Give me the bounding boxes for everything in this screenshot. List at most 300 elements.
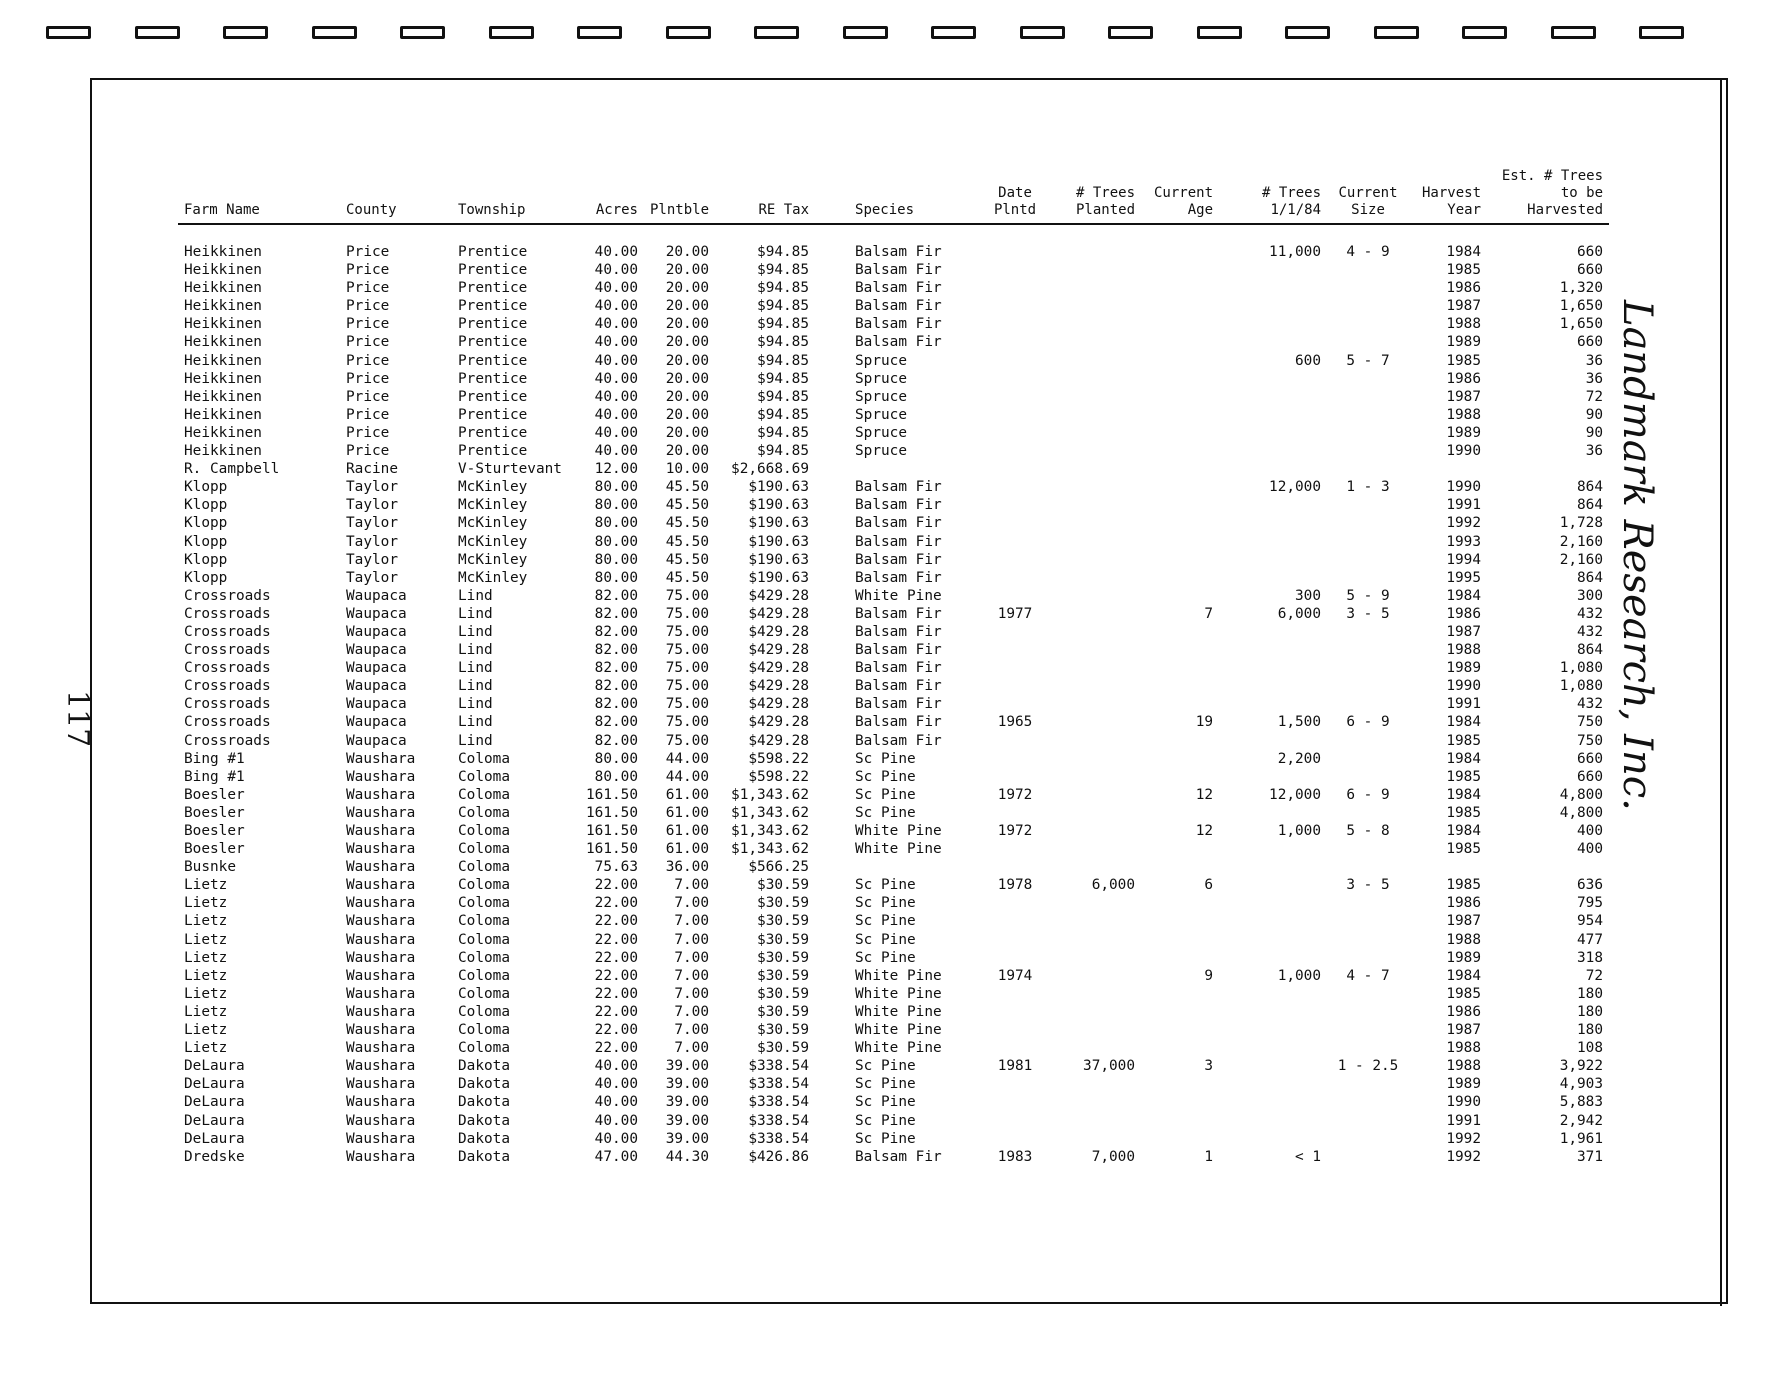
cell-township: Prentice [458,244,528,260]
table-row [178,912,1609,930]
cell-trees-1-1-84 [1219,297,1327,315]
cell-species: Balsam Fir [855,732,942,749]
cell-est-trees-harvested: 432 [1577,696,1604,713]
col-township: Township [452,168,574,224]
cell-re-tax: $94.85 [757,352,810,369]
cell-date-plntd [981,949,1049,967]
cell-re-tax: $94.85 [757,406,810,423]
cell-farm-name: Busnke [184,859,236,876]
cell-trees-planted [1049,822,1141,840]
cell-township: Lind [458,642,493,659]
cell-re-tax: $1,343.62 [731,823,810,839]
cell-trees-1-1-84 [1219,931,1327,949]
cell-date-plntd [981,569,1049,587]
cell-township: Prentice [458,388,528,405]
cell-est-trees-harvested: 180 [1577,1022,1604,1039]
cell-farm-name: DeLaura [184,1076,245,1093]
cell-date-plntd [981,641,1049,659]
cell-county: Waushara [346,1130,416,1147]
cell-date-plntd [981,514,1049,532]
cell-county: Waupaca [346,678,407,695]
cell-county: Waushara [346,895,416,912]
cell-harvest-year: 1989 [1446,660,1482,677]
cell-species: Balsam Fir [855,696,942,713]
cell-date-plntd [981,840,1049,858]
cell-date-plntd [981,623,1049,641]
table-row [178,750,1609,768]
cell-county: Waushara [346,1076,416,1093]
cell-re-tax: $338.54 [748,1112,810,1129]
cell-trees-planted [1049,279,1141,297]
cell-trees-1-1-84 [1219,333,1327,351]
cell-plntble: 39.00 [665,1094,710,1111]
cell-date-plntd [981,1130,1049,1148]
cell-current-age [1141,641,1219,659]
cell-current-age [1141,424,1219,442]
cell-species: Sc Pine [855,1130,916,1147]
cell-species: Sc Pine [855,913,916,930]
cell-re-tax: $429.28 [748,623,810,640]
cell-township: Lind [458,678,493,695]
cell-trees-planted [1049,297,1141,315]
cell-township: McKinley [458,515,528,532]
cell-acres: 40.00 [594,1094,638,1111]
cell-county: Racine [346,461,398,478]
cell-plntble: 45.50 [665,479,710,496]
table-row [178,786,1609,804]
cell-acres: 22.00 [594,913,638,930]
cell-species: Balsam Fir [855,569,942,586]
cell-plntble: 7.00 [674,877,710,894]
cell-species: Balsam Fir [855,714,942,731]
cell-trees-1-1-84 [1219,1021,1327,1039]
cell-acres: 161.50 [586,841,638,858]
cell-acres: 40.00 [594,244,638,260]
cell-township: Coloma [458,913,510,930]
cell-re-tax: $1,343.62 [731,786,810,803]
cell-trees-1-1-84 [1219,1075,1327,1093]
table-row [178,569,1609,587]
cell-acres: 40.00 [594,352,638,369]
col-county: County [340,168,452,224]
cell-trees-planted [1049,985,1141,1003]
cell-species: Spruce [855,388,907,405]
cell-farm-name: R. Campbell [184,461,280,478]
cell-plntble: 39.00 [665,1130,710,1147]
cell-farm-name: Crossroads [184,660,271,677]
cell-county: Price [346,370,390,387]
cell-trees-planted [1049,406,1141,424]
cell-plntble: 20.00 [665,262,710,279]
cell-trees-1-1-84 [1219,949,1327,967]
cell-county: Price [346,352,390,369]
cell-township: Lind [458,660,493,677]
cell-county: Waushara [346,804,416,821]
cell-acres: 80.00 [594,479,638,496]
table-row [178,804,1609,822]
cell-trees-planted [1049,460,1141,478]
cell-county: Waushara [346,1040,416,1057]
cell-trees-planted [1049,333,1141,351]
col-re-tax: RE Tax [715,168,815,224]
cell-plntble: 7.00 [674,1003,710,1020]
cell-trees-1-1-84 [1219,677,1327,695]
cell-county: Price [346,388,390,405]
table-row [178,677,1609,695]
cell-re-tax: $429.28 [748,678,810,695]
cell-trees-1-1-84 [1219,1057,1327,1075]
table-row [178,333,1609,351]
cell-county: Waushara [346,841,416,858]
cell-current-age [1141,297,1219,315]
cell-est-trees-harvested: 371 [1577,1148,1604,1165]
cell-acres: 40.00 [594,1130,638,1147]
binder-hole [489,26,534,39]
cell-re-tax: $566.25 [748,859,810,876]
cell-county: Price [346,334,390,351]
cell-plntble: 10.00 [665,461,710,478]
cell-harvest-year: 1988 [1446,316,1482,333]
table-row [178,695,1609,713]
cell-plntble: 36.00 [665,859,710,876]
cell-plntble: 20.00 [665,443,710,460]
cell-trees-planted [1049,931,1141,949]
cell-county: Waushara [346,949,416,966]
cell-trees-1-1-84 [1219,370,1327,388]
cell-township: McKinley [458,497,528,514]
cell-township: Coloma [458,768,510,785]
cell-township: Coloma [458,985,510,1002]
cell-current-size [1327,297,1409,315]
cell-est-trees-harvested: 1,650 [1559,298,1604,315]
table-row [178,732,1609,750]
cell-species: White Pine [855,985,942,1002]
cell-species: Sc Pine [855,1112,916,1129]
cell-date-plntd [981,1003,1049,1021]
cell-acres: 40.00 [594,406,638,423]
header-row [178,168,1609,224]
cell-re-tax: $338.54 [748,1094,810,1111]
table-row [178,1003,1609,1021]
binder-hole [1462,26,1507,39]
cell-farm-name: Bing #1 [184,750,245,767]
cell-township: Coloma [458,750,510,767]
cell-county: Taylor [346,569,398,586]
cell-date-plntd [981,460,1049,478]
cell-plntble: 75.00 [665,660,710,677]
cell-est-trees-harvested: 300 [1577,587,1604,604]
cell-county: Price [346,406,390,423]
cell-date-plntd [981,352,1049,370]
cell-trees-planted [1049,352,1141,370]
cell-county: Waushara [346,1112,416,1129]
cell-plntble: 20.00 [665,334,710,351]
cell-est-trees-harvested: 36 [1585,370,1604,387]
table-row [178,1148,1609,1166]
cell-species: Balsam Fir [855,515,942,532]
cell-species [815,460,981,478]
cell-current-size [1327,750,1409,768]
cell-date-plntd [981,1093,1049,1111]
cell-species: Balsam Fir [855,1148,942,1165]
cell-est-trees-harvested: 432 [1577,623,1604,640]
cell-re-tax: $30.59 [757,949,810,966]
cell-date-plntd [981,659,1049,677]
cell-township: McKinley [458,533,528,550]
cell-harvest-year: 1987 [1446,1022,1482,1039]
cell-township: Coloma [458,1022,510,1039]
cell-re-tax: $429.28 [748,660,810,677]
cell-county: Taylor [346,551,398,568]
cell-county: Waushara [346,786,416,803]
cell-trees-1-1-84 [1219,768,1327,786]
cell-trees-planted [1049,1112,1141,1130]
cell-harvest-year [1409,858,1487,876]
cell-current-size: 5 - 7 [1346,352,1390,369]
cell-date-plntd [981,858,1049,876]
cell-est-trees-harvested: 864 [1577,479,1604,496]
cell-farm-name: Klopp [184,479,228,496]
cell-harvest-year: 1989 [1446,949,1482,966]
table-row [178,967,1609,985]
cell-plntble: 44.00 [665,750,710,767]
cell-est-trees-harvested: 750 [1577,732,1604,749]
cell-harvest-year: 1989 [1446,334,1482,351]
cell-trees-1-1-84: 300 [1295,587,1322,604]
cell-current-age [1141,840,1219,858]
cell-current-age [1141,315,1219,333]
cell-trees-1-1-84: < 1 [1295,1148,1322,1165]
cell-species: Sc Pine [855,1076,916,1093]
cell-plntble: 61.00 [665,823,710,839]
cell-est-trees-harvested: 1,080 [1559,678,1604,695]
cell-current-age [1141,1112,1219,1130]
cell-farm-name: Klopp [184,497,228,514]
cell-trees-planted [1049,858,1141,876]
cell-current-age [1141,858,1219,876]
table-row [178,587,1609,605]
cell-acres: 40.00 [594,1112,638,1129]
cell-est-trees-harvested: 750 [1577,714,1604,731]
cell-species: Balsam Fir [855,479,942,496]
cell-date-plntd [981,315,1049,333]
binder-hole [46,26,91,39]
cell-trees-1-1-84 [1219,732,1327,750]
cell-current-size [1327,424,1409,442]
cell-species: Balsam Fir [855,660,942,677]
table-row [178,388,1609,406]
cell-current-age [1141,514,1219,532]
cell-re-tax: $94.85 [757,334,810,351]
cell-harvest-year: 1986 [1446,605,1482,622]
cell-acres: 82.00 [594,732,638,749]
cell-county: Waushara [346,985,416,1002]
cell-est-trees-harvested: 432 [1577,605,1604,622]
cell-township: Prentice [458,280,528,297]
cell-species: Sc Pine [855,768,916,785]
cell-current-age [1141,1075,1219,1093]
cell-harvest-year: 1984 [1446,587,1482,604]
cell-current-size [1327,1021,1409,1039]
cell-trees-planted [1049,496,1141,514]
cell-trees-planted [1049,478,1141,496]
cell-current-age: 6 [1204,877,1214,894]
cell-township: Coloma [458,786,510,803]
cell-current-size: 4 - 7 [1346,967,1390,984]
cell-county: Waushara [346,913,416,930]
cell-current-size [1327,261,1409,279]
cell-current-age [1141,931,1219,949]
cell-species: Balsam Fir [855,298,942,315]
cell-re-tax: $190.63 [748,497,810,514]
cell-acres: 80.00 [594,750,638,767]
cell-date-plntd [981,424,1049,442]
cell-township: Lind [458,605,493,622]
cell-plntble: 39.00 [665,1076,710,1093]
table-row [178,1075,1609,1093]
cell-county: Waushara [346,768,416,785]
cell-current-age [1141,1003,1219,1021]
cell-farm-name: DeLaura [184,1058,245,1075]
cell-harvest-year: 1985 [1446,985,1482,1002]
cell-re-tax: $94.85 [757,370,810,387]
cell-current-size [1327,840,1409,858]
cell-species: Sc Pine [855,750,916,767]
cell-trees-1-1-84 [1219,840,1327,858]
cell-trees-1-1-84 [1219,641,1327,659]
cell-current-size [1327,315,1409,333]
cell-farm-name: Dredske [184,1148,245,1165]
cell-est-trees-harvested: 318 [1577,949,1604,966]
cell-trees-1-1-84 [1219,315,1327,333]
cell-plntble: 75.00 [665,732,710,749]
binder-hole [400,26,445,39]
cell-trees-1-1-84: 1,000 [1277,967,1322,984]
cell-township: V-Sturtevant [458,461,562,478]
cell-county: Price [346,424,390,441]
cell-farm-name: Boesler [184,804,245,821]
cell-trees-1-1-84 [1219,894,1327,912]
table-row [178,894,1609,912]
cell-species: White Pine [855,1003,942,1020]
binder-hole [1374,26,1419,39]
cell-township: McKinley [458,551,528,568]
cell-est-trees-harvested: 864 [1577,497,1604,514]
cell-date-plntd [981,1039,1049,1057]
table-row [178,370,1609,388]
cell-acres: 80.00 [594,569,638,586]
cell-acres: 82.00 [594,714,638,731]
table-row [178,406,1609,424]
cell-farm-name: Heikkinen [184,388,262,405]
cell-date-plntd: 1981 [997,1058,1033,1075]
cell-township: Dakota [458,1058,510,1075]
cell-current-size [1327,912,1409,930]
cell-current-age [1141,894,1219,912]
cell-township: Dakota [458,1076,510,1093]
cell-est-trees-harvested: 795 [1577,895,1604,912]
table-row [178,352,1609,370]
cell-species: Balsam Fir [855,605,942,622]
cell-species: Balsam Fir [855,280,942,297]
cell-species [815,858,981,876]
cell-farm-name: Heikkinen [184,424,262,441]
cell-acres: 75.63 [594,859,638,876]
cell-trees-1-1-84: 2,200 [1277,750,1322,767]
cell-farm-name: Crossroads [184,732,271,749]
cell-est-trees-harvested: 660 [1577,750,1604,767]
cell-current-size [1327,677,1409,695]
cell-current-age [1141,677,1219,695]
table-row [178,297,1609,315]
cell-harvest-year: 1987 [1446,298,1482,315]
cell-species: Spruce [855,370,907,387]
cell-township: Coloma [458,1003,510,1020]
cell-species: Balsam Fir [855,262,942,279]
cell-township: Coloma [458,1040,510,1057]
cell-est-trees-harvested: 36 [1585,352,1604,369]
cell-farm-name: Lietz [184,967,228,984]
cell-plntble: 20.00 [665,280,710,297]
cell-current-size [1327,333,1409,351]
cell-date-plntd [981,297,1049,315]
cell-current-size [1327,732,1409,750]
cell-current-size [1327,533,1409,551]
cell-date-plntd [981,931,1049,949]
cell-current-size [1327,388,1409,406]
cell-trees-1-1-84 [1219,533,1327,551]
col-current-size: Current Size [1327,168,1409,224]
cell-acres: 47.00 [594,1148,638,1165]
table-row [178,243,1609,261]
cell-current-size: 1 - 3 [1346,479,1390,496]
cell-county: Waushara [346,931,416,948]
table-row [178,623,1609,641]
cell-current-size [1327,659,1409,677]
cell-county: Waupaca [346,732,407,749]
cell-county: Waushara [346,1022,416,1039]
cell-farm-name: DeLaura [184,1112,245,1129]
cell-est-trees-harvested: 660 [1577,334,1604,351]
cell-harvest-year: 1985 [1446,768,1482,785]
cell-county: Price [346,262,390,279]
cell-est-trees-harvested: 4,800 [1559,804,1604,821]
cell-est-trees-harvested: 1,080 [1559,660,1604,677]
cell-township: Coloma [458,804,510,821]
cell-harvest-year: 1985 [1446,841,1482,858]
cell-current-age [1141,243,1219,261]
cell-plntble: 75.00 [665,678,710,695]
table-row [178,1112,1609,1130]
col-est-trees-harvested: Est. # Trees to be Harvested [1487,168,1609,224]
cell-current-size: 6 - 9 [1346,714,1390,731]
cell-acres: 22.00 [594,895,638,912]
cell-trees-1-1-84: 1,500 [1277,714,1322,731]
cell-harvest-year: 1984 [1446,714,1482,731]
cell-acres: 80.00 [594,515,638,532]
cell-current-age: 12 [1195,823,1214,839]
cell-trees-1-1-84 [1219,424,1327,442]
cell-farm-name: Klopp [184,569,228,586]
cell-current-size: 5 - 9 [1346,587,1390,604]
cell-est-trees-harvested: 954 [1577,913,1604,930]
table-row [178,261,1609,279]
cell-re-tax: $429.28 [748,732,810,749]
cell-township: Prentice [458,316,528,333]
cell-est-trees-harvested: 36 [1585,443,1604,460]
cell-current-age: 12 [1195,786,1214,803]
cell-current-age [1141,912,1219,930]
